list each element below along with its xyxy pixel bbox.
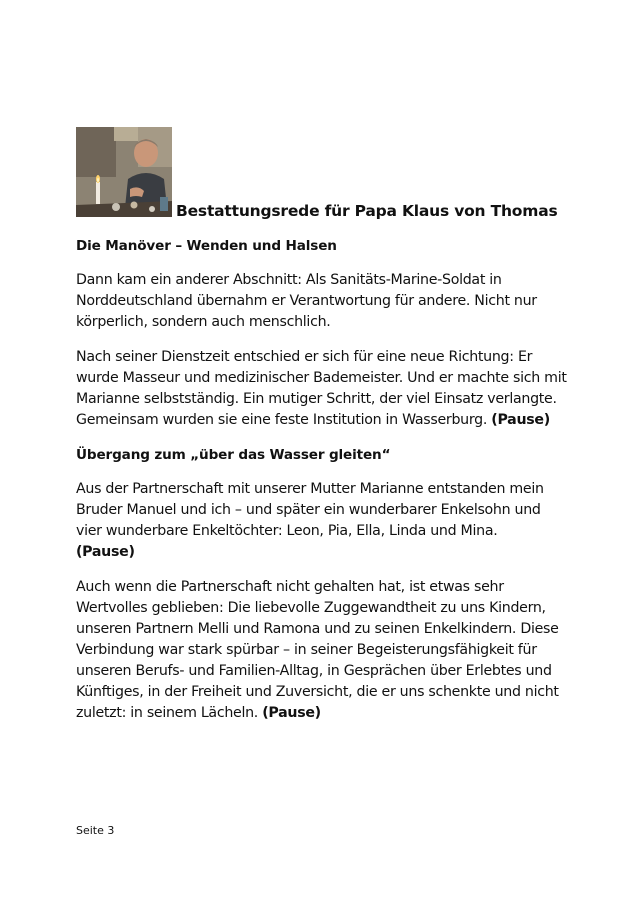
section-heading: Die Manöver – Wenden und Halsen (76, 238, 337, 254)
paragraph-text: Aus der Partnerschaft mit unserer Mutter Marianne entstanden mein Bruder Manuel und ich – und später ein wunderbarer Enkelsohn und vier wunderbare Enkeltöchter: Leon, Pia, Ella, Linda und Mina. (76, 481, 544, 539)
document-body (76, 236, 568, 738)
paragraph (76, 270, 568, 333)
portrait-photo (76, 127, 172, 217)
pause-marker: (Pause) (262, 705, 321, 721)
page-number: Seite 3 (76, 824, 115, 837)
paragraph (76, 577, 568, 724)
portrait-photo-icon (76, 127, 172, 217)
paragraph-text: Dann kam ein anderer Abschnitt: Als Sanitäts-Marine-Soldat in Norddeutschland übernahm er Verantwortung für andere. Nicht nur körperlich, sondern auch menschlich. (76, 272, 537, 330)
paragraph-text: Auch wenn die Partnerschaft nicht gehalten hat, ist etwas sehr Wertvolles geblieben: Die liebevolle Zuggewandtheit zu uns Kindern, unseren Partnern Melli und Ramona und zu seinen Enkelkindern. Diese Verbindung war stark spürbar – in seiner Begeisterungsfähigkeit für unseren Berufs- und Familien-Alltag, in Gesprächen über Erlebtes und Künftiges, in der Freiheit und Zuversicht, die er uns schenkte und nicht zuletzt: in seinem Lächeln. (76, 579, 559, 721)
pause-marker: (Pause) (76, 544, 135, 560)
pause-marker: (Pause) (491, 412, 550, 428)
paragraph-text: Nach seiner Dienstzeit entschied er sich für eine neue Richtung: Er wurde Masseur und medizinischer Bademeister. Und er machte sich mit Marianne selbstständig. Ein mutiger Schritt, der viel Einsatz verlangte. Gemeinsam wurden sie eine feste Institution in Wasserburg. (76, 349, 567, 428)
paragraph (76, 347, 568, 431)
paragraph (76, 479, 568, 563)
section-heading: Übergang zum „über das Wasser gleiten“ (76, 447, 391, 463)
page-title: Bestattungsrede für Papa Klaus von Thomas (176, 202, 558, 220)
